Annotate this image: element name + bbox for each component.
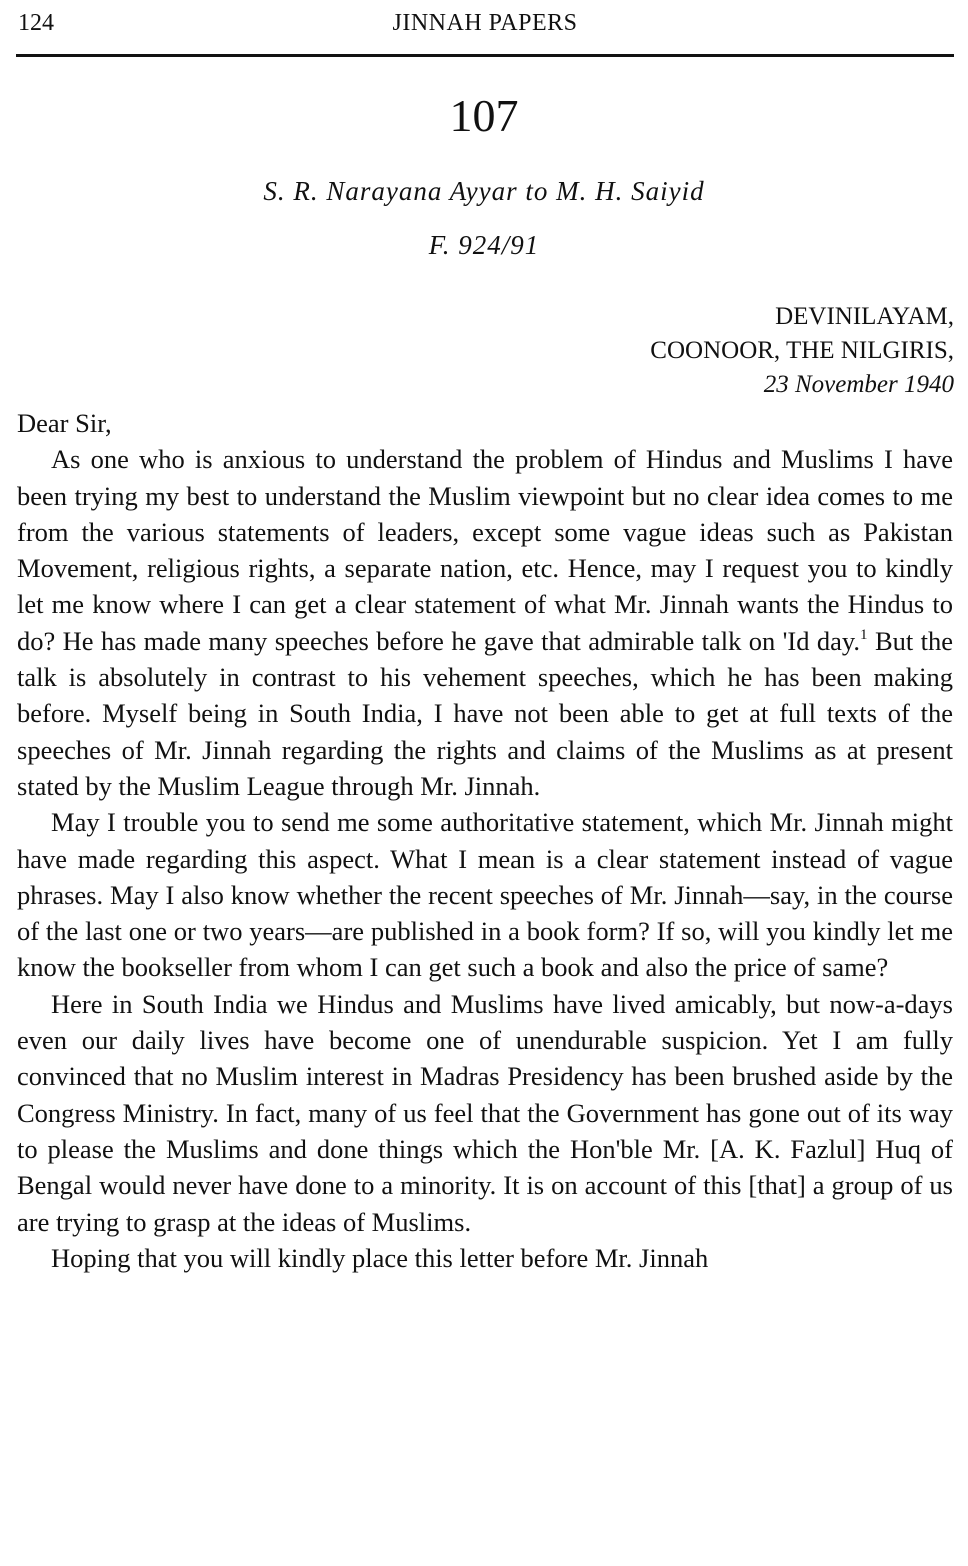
page-number: 124 — [18, 10, 54, 36]
address-line-2: COONOOR, THE NILGIRIS, — [650, 337, 954, 364]
running-head — [18, 6, 952, 40]
paragraph-2: May I trouble you to send me some authoritative statement, which Mr. Jinnah might have made regarding this aspect. What I mean is a clear statement instead of vague phrases. May I also know whether the recent speeches of Mr. Jinnah—say, in the course of the last one or two years—are published in a book form? If so, will you kindly let me know the bookseller from whom I can get such a book and also the price of same? — [17, 807, 953, 983]
paragraph-4: Hoping that you will kindly place this letter before Mr. Jinnah — [51, 1242, 709, 1273]
paragraph-3: Here in South India we Hindus and Muslims have lived amicably, but now-a-days even our daily lives have become one of unendurable suspicion. Yet I am fully convinced that no Muslim interest in Madras Presidency has been brushed aside by the Congress Ministry. In fact, many of us feel that the Government has gone out of its way to please the Muslims and done things which the Hon'ble Mr. [A. K. Fazlul] Huq of Bengal would never have done to a minority. It is on account of this [that] a group of us are trying to grasp at the ideas of Muslims. — [17, 988, 953, 1237]
salutation: Dear Sir, — [17, 408, 112, 438]
document-number: 107 — [449, 90, 519, 141]
file-reference: F. 924/91 — [428, 230, 540, 260]
paragraph-1-text-b: But the talk is absolutely in contrast to his vehement speeches, which he has been making before. Myself being in South India, I have not been able to get at full texts of the speeches of Mr. Jinnah regarding the rights and claims of the Muslims as at present stated by the Muslim League through Mr. Jinnah. — [17, 625, 953, 801]
letter-date: 23 November 1940 — [763, 371, 954, 398]
paragraph-1-text-a: As one who is anxious to understand the problem of Hindus and Muslims I have been trying my best to understand the Muslim viewpoint but no clear idea comes to me from the various statements of leaders, except some vague ideas such as Pakistan Movement, religious rights, a separate nation, etc. Hence, may I request you to kindly let me know where I can get a clear statement of what Mr. Jinnah wants the Hindus to do? He has made many speeches before he gave that admirable talk on 'Id day. — [17, 444, 953, 656]
document-heading: S. R. Narayana Ayyar to M. H. Saiyid — [263, 176, 705, 206]
sender-address — [650, 300, 954, 402]
letter-body — [17, 405, 953, 1276]
header-rule — [16, 54, 954, 57]
paragraph-1 — [17, 441, 953, 804]
footnote-marker: 1 — [860, 626, 868, 643]
address-line-1: DEVINILAYAM, — [775, 303, 954, 330]
running-title: JINNAH PAPERS — [392, 10, 578, 36]
